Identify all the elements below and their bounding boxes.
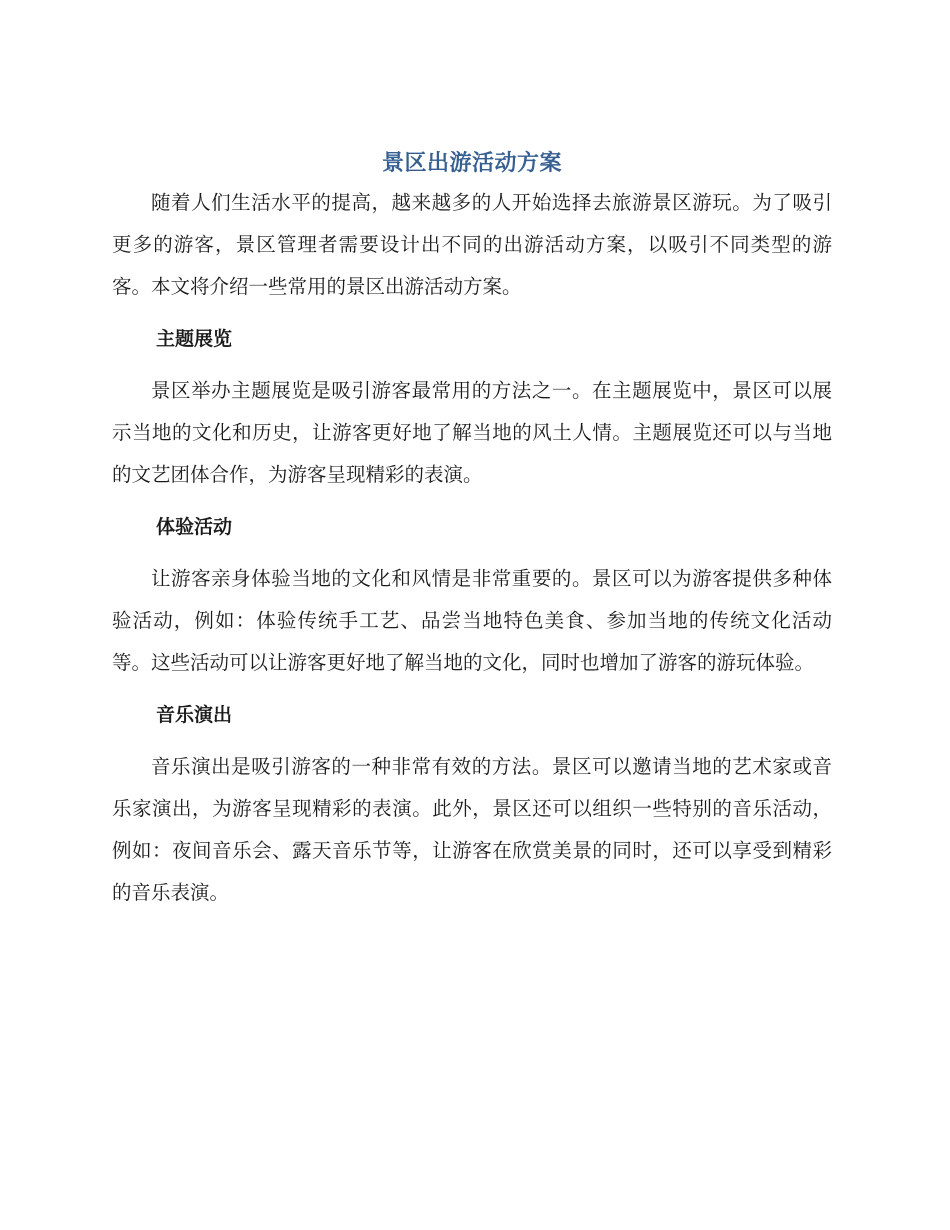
section-body-experience-activities: 让游客亲身体验当地的文化和风情是非常重要的。景区可以为游客提供多种体验活动，例如：体验传统手工艺、品尝当地特色美食、参加当地的传统文化活动等。这些活动可以让游客更好地了解当地的文化，同时也增加了游客的游玩体验。 bbox=[112, 567, 832, 674]
section-body-theme-exhibition: 景区举办主题展览是吸引游客最常用的方法之一。在主题展览中，景区可以展示当地的文化和历史，让游客更好地了解当地的风土人情。主题展览还可以与当地的文艺团体合作，为游客呈现精彩的表演。 bbox=[112, 379, 832, 486]
section-heading-music-performance: 音乐演出 bbox=[156, 704, 233, 726]
section-body-music-performance: 音乐演出是吸引游客的一种非常有效的方法。景区可以邀请当地的艺术家或音乐家演出，为游客呈现精彩的表演。此外，景区还可以组织一些特别的音乐活动，例如：夜间音乐会、露天音乐节等，让游客在欣赏美景的同时，还可以享受到精彩的音乐表演。 bbox=[112, 755, 832, 904]
section-heading-theme-exhibition: 主题展览 bbox=[156, 328, 233, 350]
document-title: 景区出游活动方案 bbox=[381, 151, 562, 176]
section-heading-experience-activities: 体验活动 bbox=[156, 516, 233, 538]
intro-paragraph: 随着人们生活水平的提高，越来越多的人开始选择去旅游景区游玩。为了吸引更多的游客，景区管理者需要设计出不同的出游活动方案，以吸引不同类型的游客。本文将介绍一些常用的景区出游活动方案。 bbox=[112, 191, 832, 298]
document-content bbox=[112, 146, 832, 914]
